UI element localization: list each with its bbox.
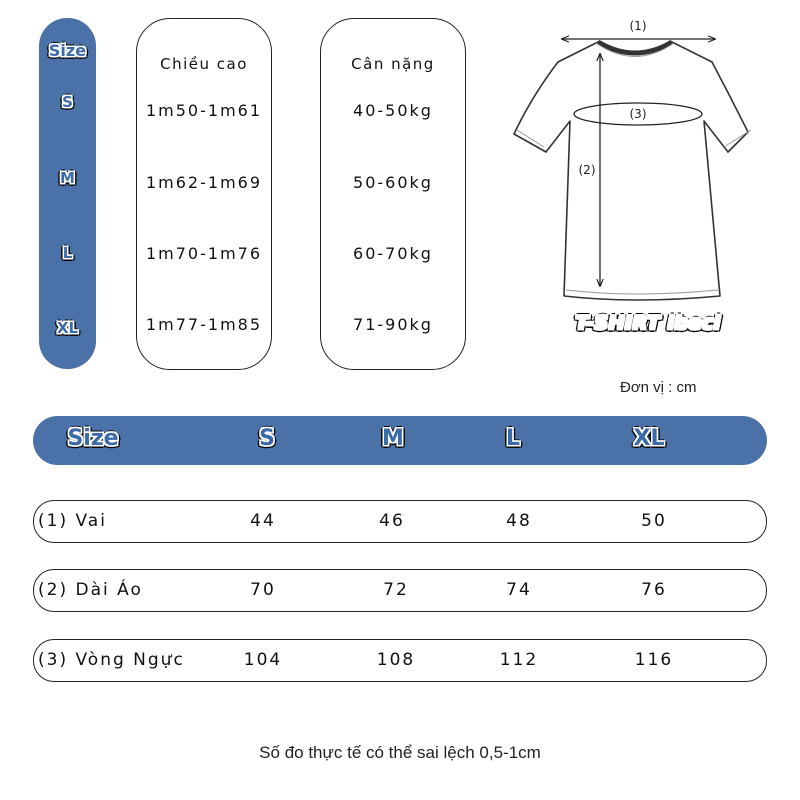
size-pill-title: Size xyxy=(48,41,87,60)
cell-l: 112 xyxy=(499,650,539,670)
weight-column-title: Cân nặng xyxy=(351,55,435,73)
row-label: (2) Dài Áo xyxy=(38,580,143,600)
cell-xl: 50 xyxy=(641,511,667,531)
header-size-xl: XL xyxy=(633,426,665,451)
size-pill-m: M xyxy=(60,169,75,187)
length-label: (2) xyxy=(578,163,596,177)
tshirt-diagram xyxy=(508,14,762,314)
weight-column xyxy=(320,18,466,370)
header-size-s: S xyxy=(259,426,275,451)
header-size-m: M xyxy=(382,426,404,451)
weight-value-m: 50-60kg xyxy=(353,173,433,192)
chest-label: (3) xyxy=(629,107,647,121)
weight-value-s: 40-50kg xyxy=(353,101,433,120)
cell-m: 108 xyxy=(376,650,416,670)
row-label: (3) Vòng Ngực xyxy=(38,650,185,670)
height-value-s: 1m50-1m61 xyxy=(145,101,263,120)
size-header-bar xyxy=(33,416,767,465)
cell-m: 72 xyxy=(383,580,409,600)
unit-note: Đơn vị : cm xyxy=(620,379,697,396)
table-row-length xyxy=(33,569,767,612)
size-pill-l: L xyxy=(62,244,73,262)
table-row-chest xyxy=(33,639,767,682)
cell-m: 46 xyxy=(379,511,405,531)
shoulder-label: (1) xyxy=(629,19,647,33)
header-size-title: Size xyxy=(67,426,119,451)
height-value-m: 1m62-1m69 xyxy=(145,173,263,192)
cell-l: 74 xyxy=(506,580,532,600)
table-row-shoulder xyxy=(33,500,767,543)
size-pill xyxy=(39,18,96,369)
shirt-caption: T-SHIRT ibeci xyxy=(575,312,721,334)
cell-xl: 116 xyxy=(634,650,674,670)
tshirt-outline xyxy=(514,42,748,300)
height-column-title: Chiều cao xyxy=(160,55,248,73)
size-pill-xl: XL xyxy=(56,319,79,337)
header-size-l: L xyxy=(505,426,521,451)
cell-l: 48 xyxy=(506,511,532,531)
cell-s: 104 xyxy=(243,650,283,670)
weight-value-xl: 71-90kg xyxy=(353,315,433,334)
size-pill-s: S xyxy=(62,93,73,111)
cell-s: 70 xyxy=(250,580,276,600)
footnote: Số đo thực tế có thể sai lệch 0,5-1cm xyxy=(259,743,541,762)
weight-value-l: 60-70kg xyxy=(353,244,433,263)
height-value-l: 1m70-1m76 xyxy=(145,244,263,263)
row-label: (1) Vai xyxy=(38,511,107,531)
cell-s: 44 xyxy=(250,511,276,531)
height-value-xl: 1m77-1m85 xyxy=(145,315,263,334)
height-column xyxy=(136,18,272,370)
cell-xl: 76 xyxy=(641,580,667,600)
